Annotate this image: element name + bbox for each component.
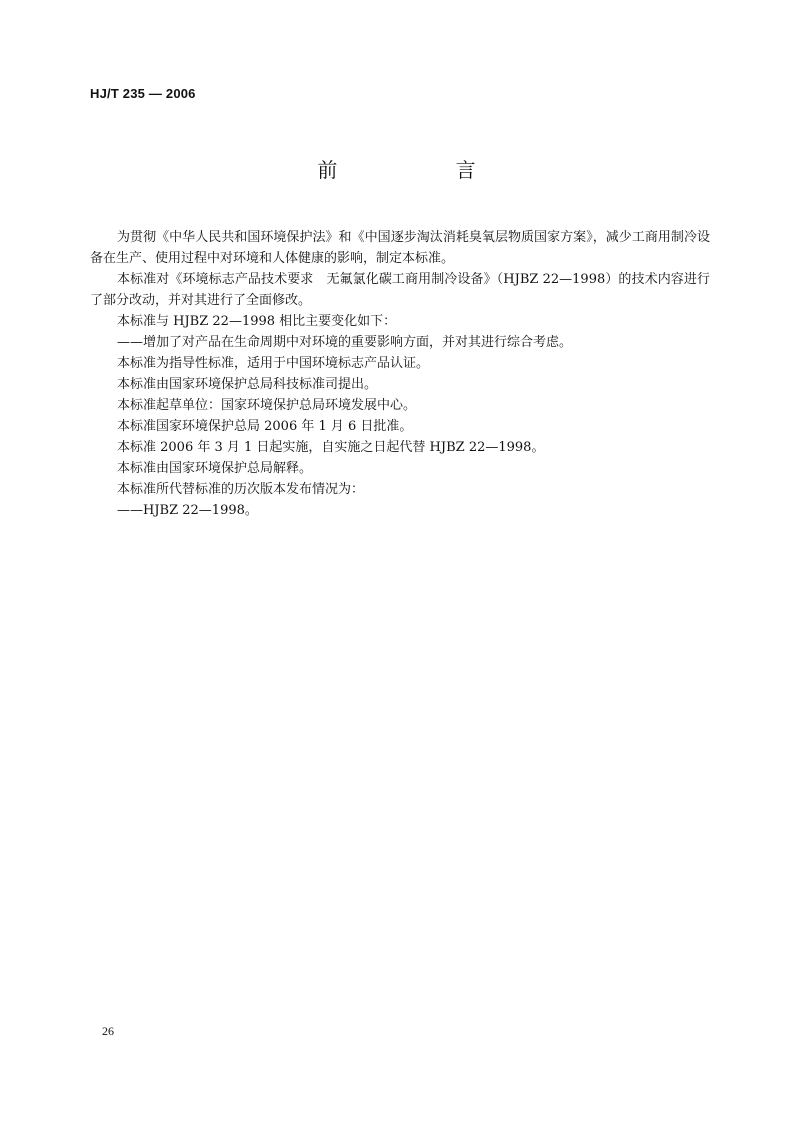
paragraph-history-item: ——HJBZ 22—1998。 [117,503,258,518]
paragraph-scope: 本标准为指导性标准，适用于中国环境标志产品认证。 [117,356,430,371]
paragraph-effective: 本标准 2006 年 3 月 1 日起实施，自实施之日起代替 HJBZ 22—1998。 [117,440,545,455]
paragraph-history-intro: 本标准所代替标准的历次版本发布情况为： [117,482,365,497]
paragraph-drafter: 本标准起草单位：国家环境保护总局环境发展中心。 [117,398,417,413]
paragraph-purpose: 为贯彻《中华人民共和国环境保护法》和《中国逐步淘汰消耗臭氧层物质国家方案》，减少工商用制冷设备在生产、使用过程中对环境和人体健康的影响，制定本标准。 [90,230,710,266]
foreword-body [90,227,710,521]
paragraph-change-item: ——增加了对产品在生命周期中对环境的重要影响方面，并对其进行综合考虑。 [117,335,573,350]
paragraph-revision: 本标准对《环境标志产品技术要求 无氟氯化碳工商用制冷设备》（HJBZ 22—1998）的技术内容进行了部分改动，并对其进行了全面修改。 [90,272,710,308]
paragraph-approval: 本标准国家环境保护总局 2006 年 1 月 6 日批准。 [117,419,413,434]
paragraph-changes-intro: 本标准与 HJBZ 22—1998 相比主要变化如下： [117,314,397,329]
document-code: HJ/T 235 — 2006 [90,86,196,101]
paragraph-proposer: 本标准由国家环境保护总局科技标准司提出。 [117,377,378,392]
page-number: 26 [102,1024,114,1038]
page-title: 前 言 [317,158,532,182]
paragraph-interpretation: 本标准由国家环境保护总局解释。 [117,461,313,476]
